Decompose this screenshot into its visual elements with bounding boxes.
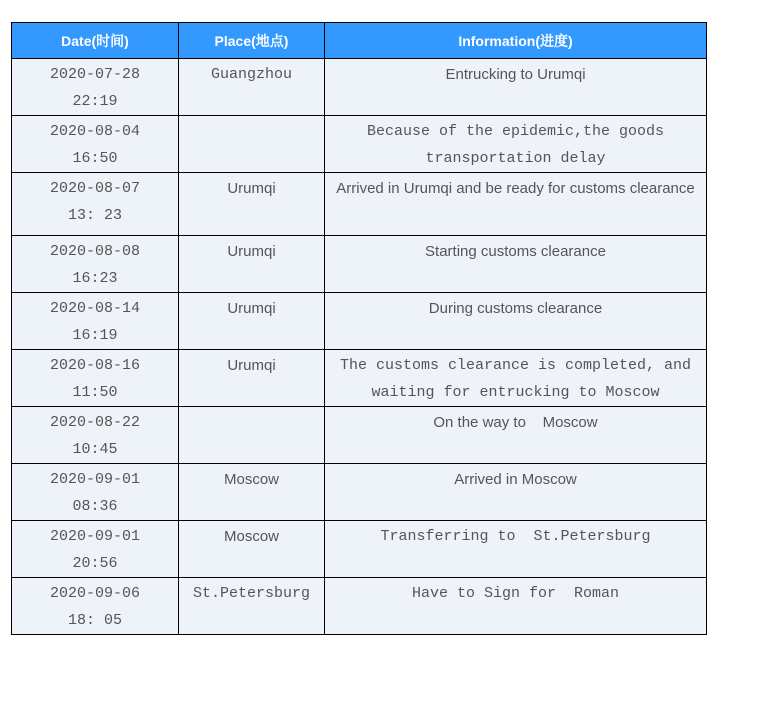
- time-text: 16:23: [72, 270, 118, 287]
- place-cell: Moscow: [179, 464, 325, 521]
- table-row: [12, 464, 707, 521]
- table-row: [12, 293, 707, 350]
- place-cell: St.Petersburg: [179, 578, 325, 635]
- date-text: 2020-09-01: [49, 528, 140, 545]
- info-cell: Because of the epidemic,the goods transportation delay: [325, 116, 707, 173]
- tracking-table: [11, 22, 707, 635]
- time-text: 08:36: [72, 498, 118, 515]
- header-information: Information(进度): [325, 23, 707, 59]
- date-cell: [12, 578, 179, 635]
- info-cell: Arrived in Moscow: [325, 464, 707, 521]
- place-cell: Urumqi: [179, 293, 325, 350]
- place-cell: Moscow: [179, 521, 325, 578]
- table-row: [12, 350, 707, 407]
- date-cell: [12, 407, 179, 464]
- date-text: 2020-08-07: [49, 180, 140, 197]
- time-text: 11:50: [72, 384, 118, 401]
- info-cell: The customs clearance is completed, and waiting for entrucking to Moscow: [325, 350, 707, 407]
- info-cell: Entrucking to Urumqi: [325, 59, 707, 116]
- date-cell: [12, 173, 179, 236]
- time-text: 18: 05: [67, 612, 122, 629]
- place-cell: [179, 407, 325, 464]
- info-cell: Have to Sign for Roman: [325, 578, 707, 635]
- place-cell: Guangzhou: [179, 59, 325, 116]
- time-text: 16:50: [72, 150, 118, 167]
- info-cell: During customs clearance: [325, 293, 707, 350]
- table-row: [12, 521, 707, 578]
- date-cell: [12, 116, 179, 173]
- date-cell: [12, 293, 179, 350]
- info-cell: Transferring to St.Petersburg: [325, 521, 707, 578]
- date-text: 2020-07-28: [49, 66, 140, 83]
- place-cell: Urumqi: [179, 173, 325, 236]
- time-text: 22:19: [72, 93, 118, 110]
- date-text: 2020-08-04: [49, 123, 140, 140]
- time-text: 20:56: [72, 555, 118, 572]
- table-row: [12, 116, 707, 173]
- table-row: [12, 578, 707, 635]
- date-cell: [12, 521, 179, 578]
- info-cell: Starting customs clearance: [325, 236, 707, 293]
- date-cell: [12, 464, 179, 521]
- date-cell: [12, 350, 179, 407]
- time-text: 16:19: [72, 327, 118, 344]
- date-text: 2020-08-08: [49, 243, 140, 260]
- date-text: 2020-08-14: [49, 300, 140, 317]
- place-cell: [179, 116, 325, 173]
- info-cell: On the way to Moscow: [325, 407, 707, 464]
- table-row: [12, 173, 707, 236]
- table-row: [12, 236, 707, 293]
- place-cell: Urumqi: [179, 236, 325, 293]
- time-text: 13: 23: [67, 207, 122, 224]
- table-row: [12, 59, 707, 116]
- date-text: 2020-09-01: [49, 471, 140, 488]
- date-text: 2020-08-16: [49, 357, 140, 374]
- date-cell: [12, 59, 179, 116]
- date-text: 2020-09-06: [49, 585, 140, 602]
- date-cell: [12, 236, 179, 293]
- table-row: [12, 407, 707, 464]
- date-text: 2020-08-22: [49, 414, 140, 431]
- header-date: Date(时间): [12, 23, 179, 59]
- header-place: Place(地点): [179, 23, 325, 59]
- header-row: [12, 23, 707, 59]
- time-text: 10:45: [72, 441, 118, 458]
- info-cell: Arrived in Urumqi and be ready for customs clearance: [325, 173, 707, 236]
- place-cell: Urumqi: [179, 350, 325, 407]
